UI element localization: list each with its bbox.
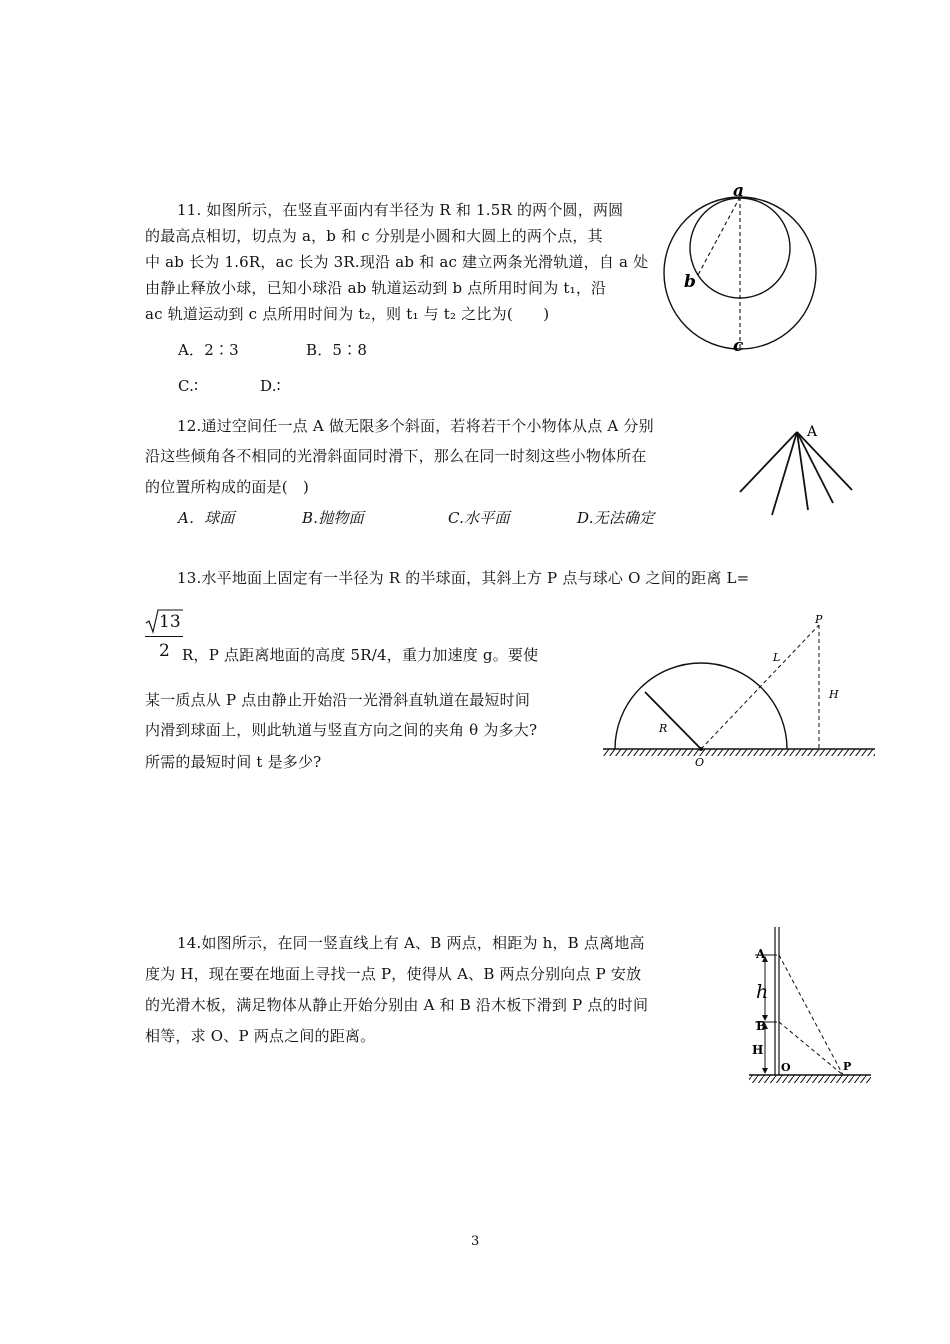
q13-line-4: 内滑到球面上，则此轨道与竖直方向之间的夹角 θ 为多大? [145, 721, 538, 739]
q14-label-b: B [756, 1019, 767, 1033]
q11-label-b: b [684, 272, 696, 292]
q13-sqrt-fraction [145, 608, 185, 664]
q14-line-1: 14.如图所示，在同一竖直线上有 A、B 两点，相距为 h，B 点离地高 [177, 934, 645, 952]
q14-line-3: 的光滑木板，满足物体从静止开始分别由 A 和 B 沿木板下滑到 P 点的时间 [145, 996, 649, 1014]
q13-line-l [701, 625, 819, 749]
q12-inclines-figure [735, 420, 865, 520]
q13-line-1: 13.水平地面上固定有一半径为 R 的半球面，其斜上方 P 点与球心 O 之间的距离 L= [177, 569, 750, 587]
q13-label-h: H [829, 688, 839, 701]
q14-label-o: O [781, 1061, 791, 1074]
q13-radius-line [645, 692, 701, 749]
q13-label-l: L [773, 651, 781, 664]
q12-option-a: A．球面 [178, 509, 235, 527]
q11-option-a: A．2∶3 [178, 341, 239, 359]
q14-label-a: A [756, 947, 766, 961]
q13-label-o: O [695, 756, 705, 769]
q13-fraction-numerator: 13 [159, 612, 181, 632]
q13-line-5: 所需的最短时间 t 是多少? [145, 753, 322, 771]
q14-arrow-hh-down [762, 1068, 768, 1074]
q12-line-1: 12.通过空间任一点 A 做无限多个斜面，若将若干个小物体从点 A 分别 [177, 417, 654, 435]
q14-line-2: 度为 H，现在要在地面上寻找一点 P，使得从 A、B 两点分别向点 P 安放 [145, 965, 642, 983]
q11-label-c: c [733, 336, 744, 356]
q14-label-h-large: H [752, 1043, 764, 1057]
q11-label-a: a [733, 181, 745, 201]
q14-label-h-small: h [756, 981, 769, 1003]
q14-board-a [779, 955, 843, 1075]
q11-line-4: 由静止释放小球，已知小球沿 ab 轨道运动到 b 点所用时间为 t₁，沿 [145, 279, 607, 297]
q12-option-c: C.水平面 [448, 509, 510, 527]
q11-line-5: ac 轨道运动到 c 点所用时间为 t₂，则 t₁ 与 t₂ 之比为( ) [145, 305, 550, 323]
q14-ground-hatch [749, 1075, 871, 1083]
q12-label-a: A [807, 424, 818, 440]
q13-fraction-denominator: 2 [159, 641, 170, 661]
q12-line-2: 沿这些倾角各不相同的光滑斜面同时滑下，那么在同一时刻这些小物体所在 [145, 447, 647, 465]
q14-boards-figure [745, 925, 875, 1090]
q13-ground-hatch [603, 749, 875, 756]
page-number: 3 [471, 1234, 480, 1249]
q14-label-p: P [843, 1060, 852, 1073]
q14-line-4: 相等，求 O、P 两点之间的距离。 [145, 1027, 376, 1045]
q13-label-r: R [659, 722, 668, 735]
q11-two-circles-figure [660, 181, 830, 356]
q13-hemisphere-figure [603, 613, 875, 773]
q11-line-2: 的最高点相切，切点为 a，b 和 c 分别是小圆和大圆上的两个点，其 [145, 227, 603, 245]
q13-line-2: R，P 点距离地面的高度 5R/4，重力加速度 g。要使 [182, 646, 539, 664]
q12-incline-5 [797, 432, 852, 490]
q11-track-ab [698, 197, 740, 275]
q12-line-3: 的位置所构成的面是( ) [145, 478, 310, 496]
q12-option-d: D.无法确定 [577, 509, 655, 527]
q11-line-3: 中 ab 长为 1.6R，ac 长为 3R.现沿 ab 和 ac 建立两条光滑轨道，自 a 处 [145, 253, 649, 271]
q13-line-3: 某一质点从 P 点由静止开始沿一光滑斜直轨道在最短时间 [145, 691, 531, 709]
q11-option-c: C.∶ [178, 377, 199, 395]
q11-line-1: 11. 如图所示，在竖直平面内有半径为 R 和 1.5R 的两个圆，两圆 [177, 201, 624, 219]
q13-fraction-bar [145, 636, 183, 637]
q13-center-o [699, 747, 703, 751]
q13-hemisphere [615, 663, 787, 749]
q12-option-b: B.抛物面 [302, 509, 364, 527]
q13-label-p: P [815, 613, 823, 626]
q11-option-b: B．5∶8 [306, 341, 368, 359]
q11-option-d: D.∶ [260, 377, 281, 395]
